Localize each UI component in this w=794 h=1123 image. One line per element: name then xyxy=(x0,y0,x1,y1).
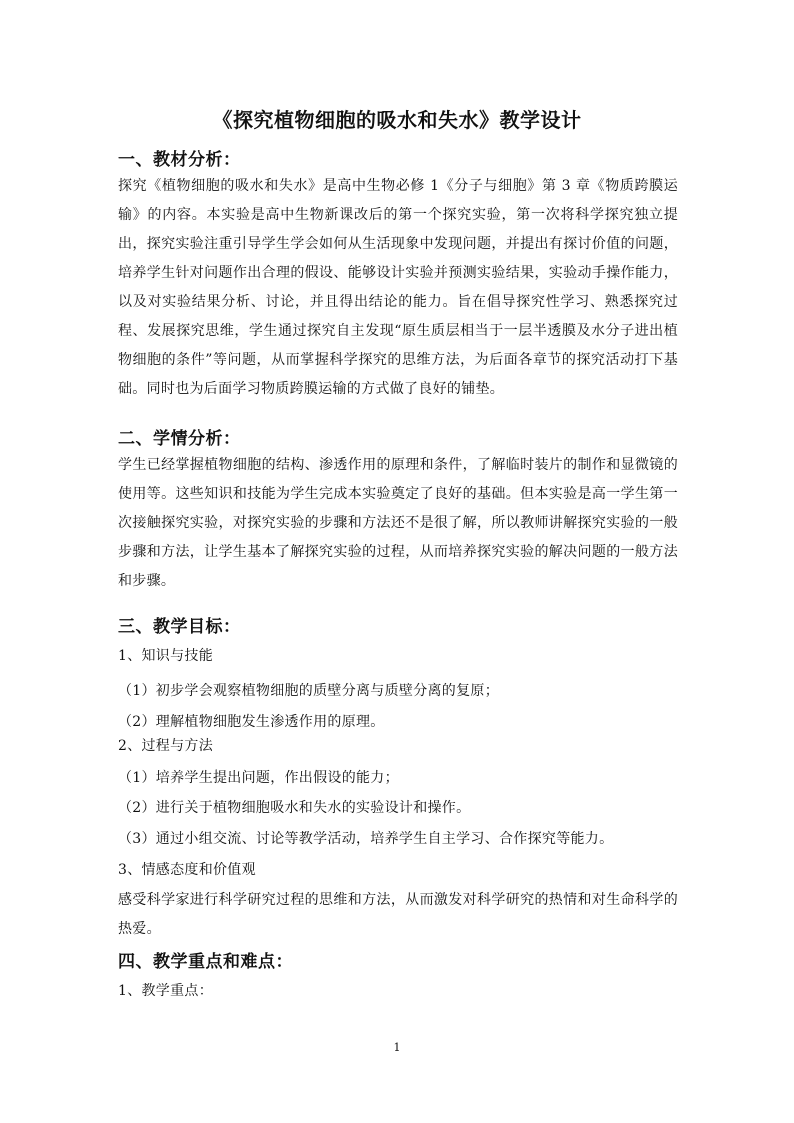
subheading-emotion-values: 3、情感态度和价值观 xyxy=(118,862,256,878)
paragraph-line: 程、发展探究思维，学生通过探究自主发现“原生质层相当于一层半透膜及水分子进出植 xyxy=(118,323,678,339)
subheading-process-methods: 2、过程与方法 xyxy=(118,738,214,754)
paragraph-line: 学生已经掌握植物细胞的结构、渗透作用的原理和条件，了解临时装片的制作和显微镜的 xyxy=(118,457,678,473)
paragraph-line: 使用等。这些知识和技能为学生完成本实验奠定了良好的基础。但本实验是高一学生第一 xyxy=(118,486,678,502)
paragraph-line: 次接触探究实验，对探究实验的步骤和方法还不是很了解，所以教师讲解探究实验的一般 xyxy=(118,515,678,531)
paragraph-line: 出，探究实验注重引导学生学会如何从生活现象中发现问题，并提出有探讨价值的问题， xyxy=(118,236,678,252)
paragraph-line: 以及对实验结果分析、讨论，并且得出结论的能力。旨在倡导探究性学习、熟悉探究过 xyxy=(118,294,678,310)
subheading-knowledge-skills: 1、知识与技能 xyxy=(118,648,214,664)
paragraph-line: 和步骤。 xyxy=(118,573,176,589)
emotion-values-paragraph xyxy=(118,886,678,944)
section-heading-student-analysis: 二、学情分析： xyxy=(118,429,241,449)
paragraph-line: 感受科学家进行科学研究过程的思维和方法，从而激发对科学研究的热情和对生命科学的 xyxy=(118,892,678,908)
page-number: 1 xyxy=(393,1041,401,1054)
textbook-analysis-paragraph xyxy=(118,172,678,404)
goal-item: （1）培养学生提出问题，作出假设的能力； xyxy=(118,770,399,786)
goal-item: （3）通过小组交流、讨论等教学活动，培养学生自主学习、合作探究等能力。 xyxy=(118,831,614,847)
paragraph-line: 输》的内容。本实验是高中生物新课改后的第一个探究实验，第一次将科学探究独立提 xyxy=(118,207,678,223)
goal-item: （1）初步学会观察植物细胞的质壁分离与质壁分离的复原； xyxy=(118,683,500,699)
paragraph-line: 热爱。 xyxy=(118,921,161,937)
paragraph-line: 步骤和方法，让学生基本了解探究实验的过程，从而培养探究实验的解决问题的一般方法 xyxy=(118,544,678,560)
paragraph-line: 探究《植物细胞的吸水和失水》是高中生物必修 1《分子与细胞》第 3 章《物质跨膜运 xyxy=(118,178,678,194)
section-heading-textbook-analysis: 一、教材分析： xyxy=(118,150,241,170)
section-heading-teaching-goals: 三、教学目标： xyxy=(118,617,241,637)
paragraph-line: 物细胞的条件”等问题，从而掌握科学探究的思维方法，为后面各章节的探究活动打下基 xyxy=(118,352,678,368)
paragraph-line: 培养学生针对问题作出合理的假设、能够设计实验并预测实验结果，实验动手操作能力， xyxy=(118,265,678,281)
section-heading-key-difficult-points: 四、教学重点和难点： xyxy=(118,952,293,972)
goal-item: （2）进行关于植物细胞吸水和失水的实验设计和操作。 xyxy=(118,800,471,816)
goal-item: （2）理解植物细胞发生渗透作用的原理。 xyxy=(118,714,385,730)
document-title: 《探究植物细胞的吸水和失水》教学设计 xyxy=(212,108,582,132)
subheading-teaching-focus: 1、教学重点： xyxy=(118,983,214,999)
paragraph-line: 础。同时也为后面学习物质跨膜运输的方式做了良好的铺垫。 xyxy=(118,381,505,397)
student-analysis-paragraph xyxy=(118,451,678,596)
